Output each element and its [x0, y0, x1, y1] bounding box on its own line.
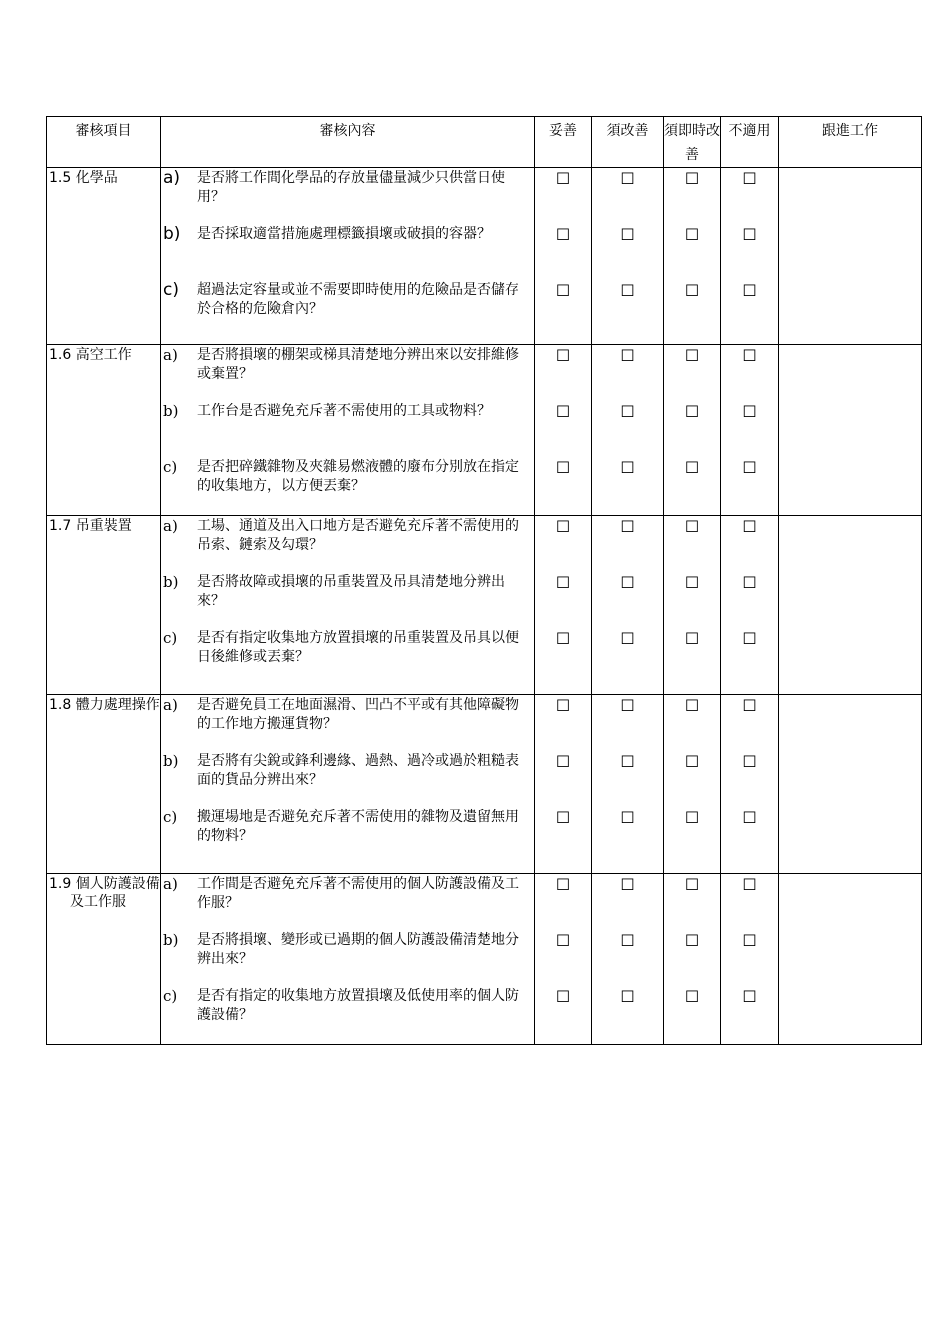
question-letter: b): [163, 752, 179, 770]
check-urgent-checkbox[interactable]: ☐: [684, 573, 700, 592]
check-good-checkbox[interactable]: ☐: [555, 517, 571, 536]
check-na-cell: [721, 345, 779, 516]
check-urgent-cell: [664, 168, 721, 345]
check-urgent-checkbox[interactable]: ☐: [684, 517, 700, 536]
question-text: 是否將有尖銳或鋒利邊緣、過熱、過冷或過於粗糙表面的貨品分辨出來？: [197, 753, 519, 788]
check-urgent-checkbox[interactable]: ☐: [684, 169, 700, 188]
question-letter: b): [163, 573, 179, 591]
check-good-checkbox[interactable]: ☐: [555, 987, 571, 1006]
check-improve-cell: [592, 516, 664, 695]
question-letter: c): [163, 629, 178, 647]
check-urgent-cell: [664, 516, 721, 695]
check-na-checkbox[interactable]: ☐: [742, 987, 757, 1006]
section-title: 1.5 化學品: [49, 170, 118, 186]
check-good-checkbox[interactable]: ☐: [555, 402, 571, 421]
check-urgent-checkbox[interactable]: ☐: [684, 987, 700, 1006]
check-good-checkbox[interactable]: ☐: [555, 573, 571, 592]
check-urgent-checkbox[interactable]: ☐: [684, 458, 700, 477]
check-improve-cell: [592, 168, 664, 345]
section-row: [47, 345, 922, 516]
question-item: [163, 987, 532, 1043]
check-na-cell: [721, 168, 779, 345]
question-letter: a): [163, 517, 178, 535]
check-good-checkbox[interactable]: ☐: [555, 169, 571, 188]
check-urgent-checkbox[interactable]: ☐: [684, 696, 700, 715]
question-text: 是否有指定的收集地方放置損壞及低使用率的個人防護設備？: [197, 988, 519, 1023]
check-urgent-checkbox[interactable]: ☐: [684, 629, 700, 648]
question-item: [163, 573, 532, 629]
followup-cell[interactable]: [779, 516, 922, 695]
header-good: 妥善: [535, 117, 592, 168]
check-good-checkbox[interactable]: ☐: [555, 346, 571, 365]
section-row: [47, 516, 922, 695]
header-content: 審核內容: [161, 117, 535, 168]
header-na: 不適用: [721, 117, 779, 168]
question-list: [161, 516, 535, 695]
check-good-cell: [535, 168, 592, 345]
check-good-checkbox[interactable]: ☐: [555, 629, 571, 648]
check-improve-checkbox[interactable]: ☐: [620, 346, 635, 365]
check-good-cell: [535, 345, 592, 516]
question-item: [163, 808, 532, 864]
check-urgent-checkbox[interactable]: ☐: [684, 346, 700, 365]
question-letter: c): [163, 280, 179, 300]
question-letter: b): [163, 402, 179, 420]
check-na-checkbox[interactable]: ☐: [742, 931, 757, 950]
check-urgent-checkbox[interactable]: ☐: [684, 752, 700, 771]
question-letter: c): [163, 808, 178, 826]
check-na-checkbox[interactable]: ☐: [742, 346, 757, 365]
check-improve-cell: [592, 345, 664, 516]
question-list: [161, 695, 535, 874]
question-letter: a): [163, 696, 178, 714]
check-improve-checkbox[interactable]: ☐: [620, 458, 635, 477]
check-improve-checkbox[interactable]: ☐: [620, 875, 635, 894]
check-na-checkbox[interactable]: ☐: [742, 752, 757, 771]
question-item: [163, 696, 532, 752]
question-item: [163, 458, 532, 514]
section-title-cell: [47, 874, 161, 1045]
check-improve-checkbox[interactable]: ☐: [620, 808, 635, 827]
check-improve-checkbox[interactable]: ☐: [620, 752, 635, 771]
check-na-checkbox[interactable]: ☐: [742, 875, 757, 894]
check-improve-cell: [592, 695, 664, 874]
header-urgent: 須即時改善: [664, 117, 721, 168]
question-letter: a): [163, 168, 181, 188]
question-item: [163, 402, 532, 458]
check-good-checkbox[interactable]: ☐: [555, 225, 571, 244]
section-title-cell: [47, 345, 161, 516]
question-text: 工作台是否避免充斥著不需使用的工具或物料？: [197, 403, 491, 419]
check-na-checkbox[interactable]: ☐: [742, 517, 757, 536]
check-improve-checkbox[interactable]: ☐: [620, 225, 635, 244]
check-improve-checkbox[interactable]: ☐: [620, 281, 635, 300]
check-good-cell: [535, 874, 592, 1045]
section-row: [47, 168, 922, 345]
followup-cell[interactable]: [779, 874, 922, 1045]
followup-cell[interactable]: [779, 345, 922, 516]
check-good-cell: [535, 516, 592, 695]
question-list: [161, 168, 535, 345]
check-urgent-checkbox[interactable]: ☐: [684, 402, 700, 421]
section-row: [47, 695, 922, 874]
check-good-checkbox[interactable]: ☐: [555, 752, 571, 771]
question-item: [163, 629, 532, 685]
header-row: [47, 117, 922, 168]
section-title-cell: [47, 168, 161, 345]
check-improve-checkbox[interactable]: ☐: [620, 696, 635, 715]
section-title: 1.6 高空工作: [49, 347, 132, 363]
check-na-checkbox[interactable]: ☐: [742, 629, 757, 648]
question-item: [163, 875, 532, 931]
question-letter: c): [163, 987, 178, 1005]
check-improve-checkbox[interactable]: ☐: [620, 517, 635, 536]
check-improve-checkbox[interactable]: ☐: [620, 169, 635, 188]
question-text: 工作間是否避免充斥著不需使用的個人防護設備及工作服？: [197, 876, 519, 911]
check-na-cell: [721, 874, 779, 1045]
question-text: 是否避免員工在地面濕滑、凹凸不平或有其他障礙物的工作地方搬運貨物？: [197, 697, 519, 732]
audit-checklist-table: [46, 116, 922, 1045]
check-good-checkbox[interactable]: ☐: [555, 281, 571, 300]
question-text: 工場、通道及出入口地方是否避免充斥著不需使用的吊索、鏈索及勾環？: [197, 518, 519, 553]
section-title: 1.7 吊重裝置: [49, 518, 132, 534]
question-letter: c): [163, 458, 178, 476]
check-na-cell: [721, 695, 779, 874]
check-urgent-checkbox[interactable]: ☐: [684, 808, 700, 827]
check-urgent-cell: [664, 874, 721, 1045]
question-text: 是否將損壞、變形或已過期的個人防護設備清楚地分辨出來？: [197, 932, 519, 967]
question-text: 超過法定容量或並不需要即時使用的危險品是否儲存於合格的危險倉內？: [197, 282, 519, 317]
header-improve: 須改善: [592, 117, 664, 168]
followup-cell[interactable]: [779, 695, 922, 874]
question-text: 是否將工作間化學品的存放量儘量減少只供當日使用？: [197, 170, 505, 205]
check-na-checkbox[interactable]: ☐: [742, 458, 757, 477]
section-title: 1.9 個人防護設備及工作服: [49, 876, 160, 910]
question-item: [163, 281, 532, 337]
followup-cell[interactable]: [779, 168, 922, 345]
question-item: [163, 752, 532, 808]
check-na-checkbox[interactable]: ☐: [742, 696, 757, 715]
check-na-checkbox[interactable]: ☐: [742, 281, 757, 300]
check-improve-checkbox[interactable]: ☐: [620, 402, 635, 421]
section-title-cell: [47, 516, 161, 695]
header-followup: 跟進工作: [779, 117, 922, 168]
check-good-checkbox[interactable]: ☐: [555, 875, 571, 894]
check-na-checkbox[interactable]: ☐: [742, 225, 757, 244]
question-list: [161, 345, 535, 516]
check-good-checkbox[interactable]: ☐: [555, 808, 571, 827]
section-title-cell: [47, 695, 161, 874]
question-text: 是否將故障或損壞的吊重裝置及吊具清楚地分辨出來？: [197, 574, 505, 609]
check-good-checkbox[interactable]: ☐: [555, 931, 571, 950]
question-item: [163, 346, 532, 402]
check-improve-checkbox[interactable]: ☐: [620, 629, 635, 648]
question-text: 是否把碎鐵雜物及夾雜易燃液體的廢布分別放在指定的收集地方，以方便丟棄？: [197, 459, 519, 494]
check-na-cell: [721, 516, 779, 695]
question-letter: a): [163, 346, 178, 364]
check-na-checkbox[interactable]: ☐: [742, 169, 757, 188]
question-letter: b): [163, 224, 181, 244]
question-item: [163, 517, 532, 573]
question-list: [161, 874, 535, 1045]
question-letter: b): [163, 931, 179, 949]
question-item: [163, 169, 532, 225]
check-good-checkbox[interactable]: ☐: [555, 696, 571, 715]
question-letter: a): [163, 875, 178, 893]
section-title: 1.8 體力處理操作: [49, 697, 160, 713]
check-improve-checkbox[interactable]: ☐: [620, 931, 635, 950]
check-urgent-checkbox[interactable]: ☐: [684, 875, 700, 894]
check-improve-checkbox[interactable]: ☐: [620, 573, 635, 592]
check-good-cell: [535, 695, 592, 874]
header-item: 審核項目: [47, 117, 161, 168]
question-text: 是否將損壞的棚架或梯具清楚地分辨出來以安排維修或棄置？: [197, 347, 519, 382]
section-row: [47, 874, 922, 1045]
check-urgent-cell: [664, 345, 721, 516]
check-urgent-cell: [664, 695, 721, 874]
question-text: 是否採取適當措施處理標籤損壞或破損的容器？: [197, 226, 491, 242]
check-improve-cell: [592, 874, 664, 1045]
check-na-checkbox[interactable]: ☐: [742, 573, 757, 592]
question-item: [163, 225, 532, 281]
check-urgent-checkbox[interactable]: ☐: [684, 225, 700, 244]
check-urgent-checkbox[interactable]: ☐: [684, 931, 700, 950]
question-text: 是否有指定收集地方放置損壞的吊重裝置及吊具以便日後維修或丟棄？: [197, 630, 519, 665]
check-good-checkbox[interactable]: ☐: [555, 458, 571, 477]
question-item: [163, 931, 532, 987]
check-improve-checkbox[interactable]: ☐: [620, 987, 635, 1006]
check-urgent-checkbox[interactable]: ☐: [684, 281, 700, 300]
check-na-checkbox[interactable]: ☐: [742, 402, 757, 421]
check-na-checkbox[interactable]: ☐: [742, 808, 757, 827]
question-text: 搬運場地是否避免充斥著不需使用的雜物及遺留無用的物料？: [197, 809, 519, 844]
